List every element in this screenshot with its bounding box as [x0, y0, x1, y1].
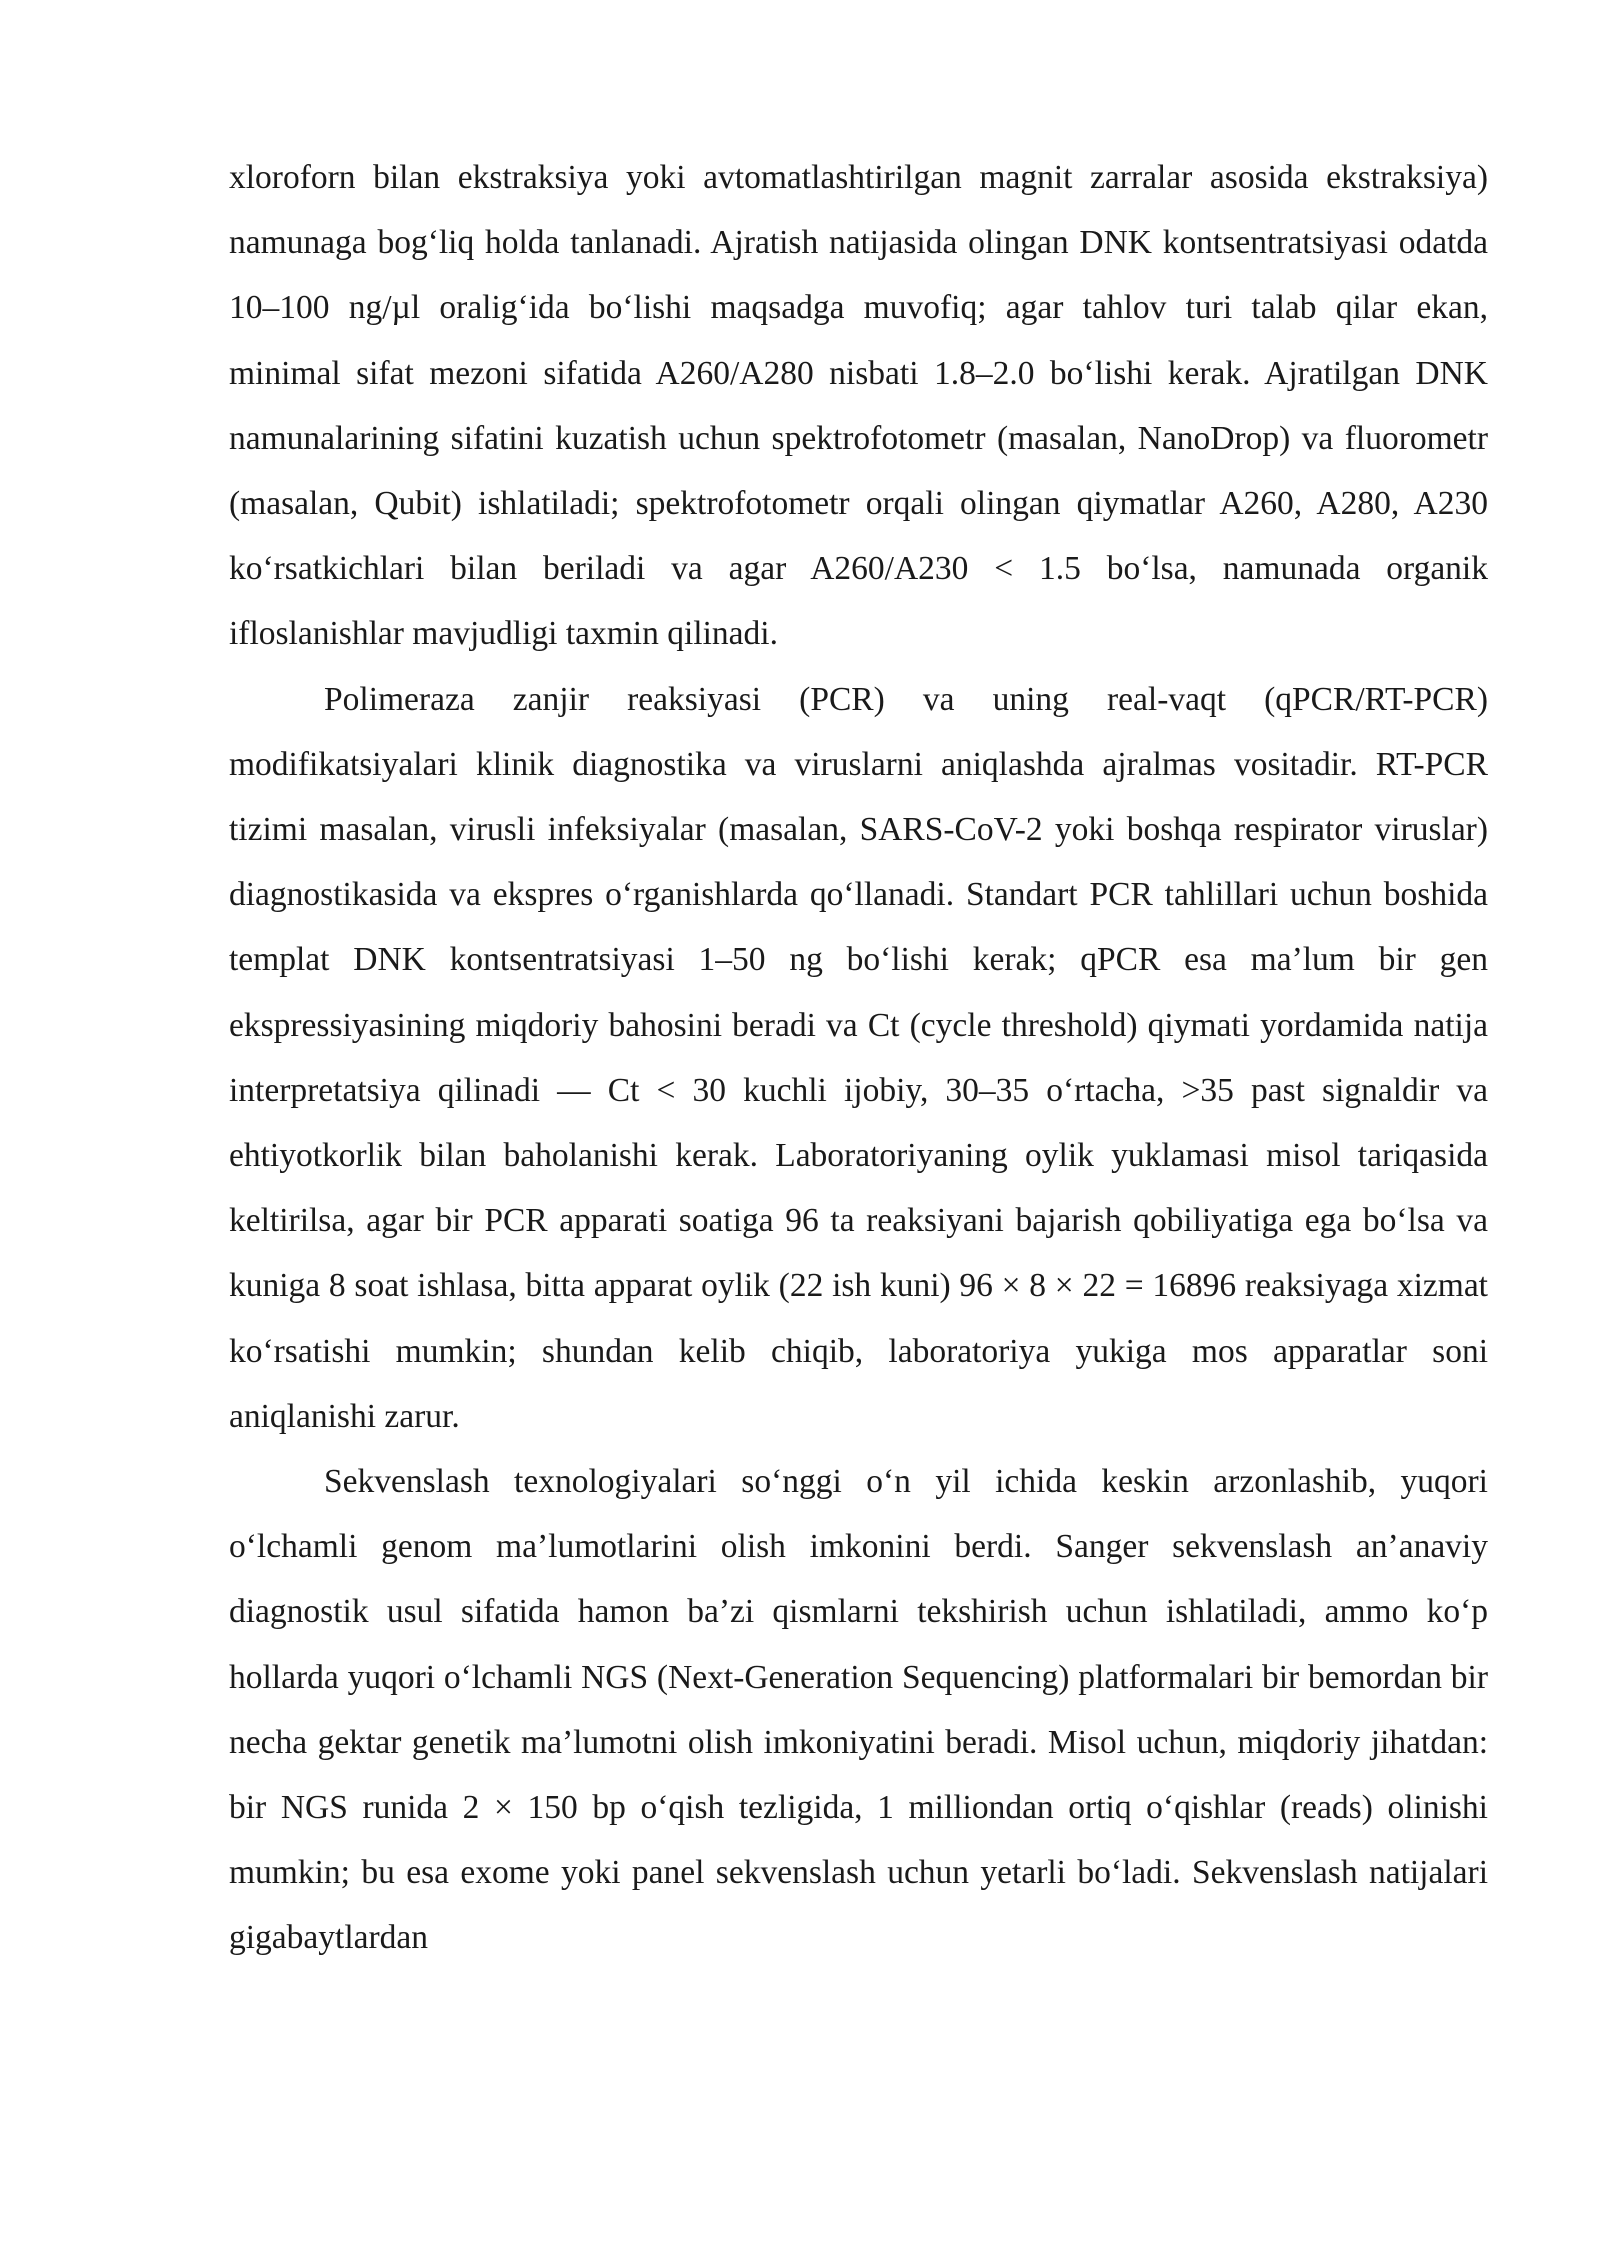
- document-body: [229, 145, 1488, 1971]
- paragraph-dna-extraction: xloroforn bilan ekstraksiya yoki avtomatlashtirilgan magnit zarralar asosida ekstraksiya) namunaga bog‘liq holda tanlanadi. Ajratish natijasida olingan DNK kontsentratsiyasi odatda 10–100 ng/µl oralig‘ida bo‘lishi maqsadga muvofiq; agar tahlov turi talab qilar ekan, minimal sifat mezoni sifatida A260/A280 nisbati 1.8–2.0 bo‘lishi kerak. Ajratilgan DNK namunalarining sifatini kuzatish uchun spektrofotometr (masalan, NanoDrop) va fluorometr (masalan, Qubit) ishlatiladi; spektrofotometr orqali olingan qiymatlar A260, A280, A230 ko‘rsatkichlari bilan beriladi va agar A260/A230 < 1.5 bo‘lsa, namunada organik ifloslanishlar mavjudligi taxmin qilinadi.: [229, 159, 1488, 653]
- paragraph-pcr: Polimeraza zanjir reaksiyasi (PCR) va uning real-vaqt (qPCR/RT-PCR) modifikatsiyalari klinik diagnostika va viruslarni aniqlashda ajralmas vositadir. RT-PCR tizimi masalan, virusli infeksiyalar (masalan, SARS-CoV-2 yoki boshqa respirator viruslar) diagnostikasida va ekspres o‘rganishlarda qo‘llanadi. Standart PCR tahlillari uchun boshida templat DNK kontsentratsiyasi 1–50 ng bo‘lishi kerak; qPCR esa ma’lum bir gen ekspressiyasining miqdoriy bahosini beradi va Ct (cycle threshold) qiymati yordamida natija interpretatsiya qilinadi — Ct < 30 kuchli ijobiy, 30–35 o‘rtacha, >35 past signaldir va ehtiyotkorlik bilan baholanishi kerak. Laboratoriyaning oylik yuklamasi misol tariqasida keltirilsa, agar bir PCR apparati soatiga 96 ta reaksiyani bajarish qobiliyatiga ega bo‘lsa va kuniga 8 soat ishlasa, bitta apparat oylik (22 ish kuni) 96 × 8 × 22 = 16896 reaksiyaga xizmat ko‘rsatishi mumkin; shundan kelib chiqib, laboratoriya yukiga mos apparatlar soni aniqlanishi zarur.: [229, 680, 1488, 1435]
- paragraph-sequencing: Sekvenslash texnologiyalari so‘nggi o‘n yil ichida keskin arzonlashib, yuqori o‘lchamli genom ma’lumotlarini olish imkonini berdi. Sanger sekvenslash an’anaviy diagnostik usul sifatida hamon ba’zi qismlarni tekshirish uchun ishlatiladi, ammo ko‘p hollarda yuqori o‘lchamli NGS (Next-Generation Sequencing) platformalari bir bemordan bir necha gektar genetik ma’lumotni olish imkoniyatini beradi. Misol uchun, miqdoriy jihatdan: bir NGS runida 2 × 150 bp o‘qish tezligida, 1 milliondan ortiq o‘qishlar (reads) olinishi mumkin; bu esa exome yoki panel sekvenslash uchun yetarli bo‘ladi. Sekvenslash natijalari gigabaytlardan: [229, 1463, 1488, 1957]
